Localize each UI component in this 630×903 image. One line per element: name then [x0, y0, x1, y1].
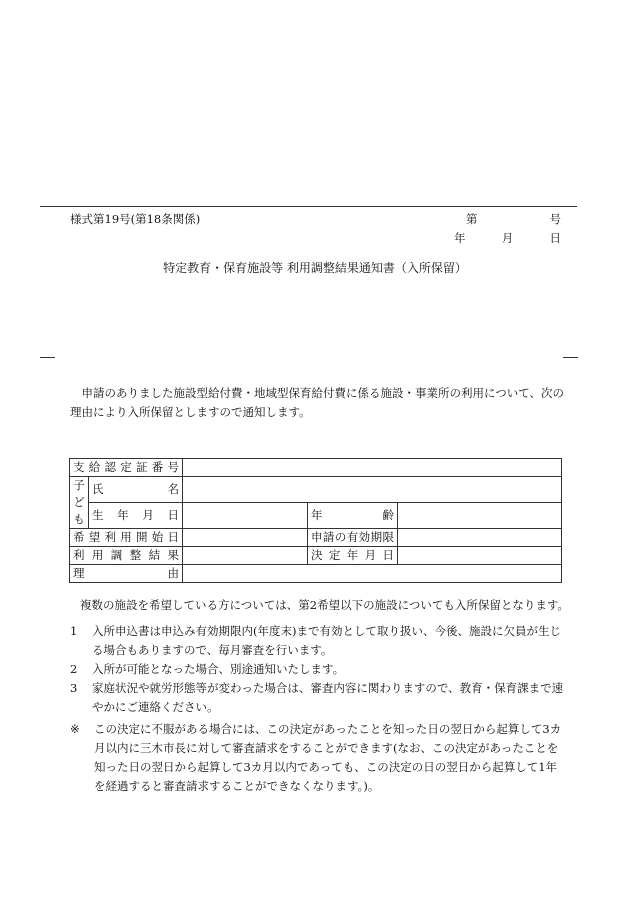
value-start-date: [183, 529, 308, 547]
intro-line-2: 理由により入所保留としますので通知します。: [70, 405, 311, 419]
value-cert-number: [183, 459, 562, 477]
caution-mark: ※: [70, 722, 80, 736]
label-reason-char-2: 由: [167, 566, 179, 580]
row-start-date: [70, 529, 562, 547]
info-table: [69, 458, 562, 583]
date-day: 日: [549, 231, 561, 245]
item-text: 入所が可能となった場合、別途通知いたします。: [92, 662, 345, 676]
item-text: 家庭状況や就労形態等が変わった場合は、審査内容に関わりますので、教育・保育課まで速やかにご連絡ください。: [92, 681, 564, 714]
item-text: 入所申込書は申込み有効期限内(年度末)まで有効として取り扱い、今後、施設に欠員が生じる場合もありますので、毎月審査を行います。: [92, 624, 561, 657]
label-name: 氏 名: [89, 477, 183, 503]
date-year: 年: [454, 231, 466, 245]
value-birthdate: [183, 503, 308, 529]
label-cert-number: 支給認定証番号: [70, 459, 183, 477]
row-result: [70, 547, 562, 565]
caution-text: この決定に不服がある場合には、この決定があったことを知った日の翌日から起算して3カ月以内に三木市長に対して審査請求をすることができます(なお、この決定があったことを知った日の翌日から起算して3カ月以内であっても、この決定の日の翌日から起算して1年を経過すると審査請求することができなくなります。)。: [94, 722, 562, 793]
label-child-char-3: も: [73, 512, 85, 526]
issue-date: [454, 230, 561, 246]
list-item: [70, 679, 565, 717]
value-reason: [183, 565, 562, 583]
form-number: 様式第19号(第18条関係): [70, 212, 201, 226]
row-child-name: [70, 477, 562, 503]
fold-mark-right: [563, 357, 578, 358]
item-number: 2: [70, 662, 78, 676]
label-start-date: 希望利用開始日: [70, 529, 183, 547]
label-child-char-2: ど: [73, 495, 85, 509]
top-rule: [40, 206, 577, 207]
fold-mark-left: [40, 357, 55, 358]
value-result: [183, 547, 308, 565]
value-decision-date: [398, 547, 562, 565]
label-reason-char-1: 理: [73, 566, 85, 580]
value-age: [398, 503, 562, 529]
intro-line-1: 申請のありました施設型給付費・地域型保育給付費に係る施設・事業所の利用について、次の: [81, 386, 565, 400]
page-title: 特定教育・保育施設等 利用調整結果通知書（入所保留）: [163, 261, 467, 275]
list-item: [70, 660, 565, 679]
label-reason: [70, 565, 183, 583]
doc-number-prefix: 第: [466, 212, 478, 226]
value-validity: [398, 529, 562, 547]
row-cert-number: [70, 459, 562, 477]
label-decision-date: 決定年月日: [308, 547, 398, 565]
doc-number-suffix: 号: [549, 212, 561, 226]
label-birthdate: 生 年 月 日: [89, 503, 183, 529]
notes-list: [70, 622, 565, 717]
label-child: [70, 477, 89, 529]
intro-text: [70, 384, 565, 422]
note-main: 複数の施設を希望している方については、第2希望以下の施設についても入所保留となります。: [80, 598, 569, 612]
row-child-birth: [70, 503, 562, 529]
label-age: 年 齢: [308, 503, 398, 529]
row-reason: [70, 565, 562, 583]
list-item: [70, 622, 565, 660]
label-validity: 申請の有効期限: [308, 529, 398, 547]
document-number: [466, 211, 561, 227]
date-month: 月: [501, 231, 514, 245]
value-name: [183, 477, 562, 503]
item-number: 3: [70, 681, 78, 695]
label-result: 利用調整結果: [70, 547, 183, 565]
item-number: 1: [70, 624, 78, 638]
caution-note: [70, 720, 565, 796]
label-child-char-1: 子: [73, 478, 85, 492]
